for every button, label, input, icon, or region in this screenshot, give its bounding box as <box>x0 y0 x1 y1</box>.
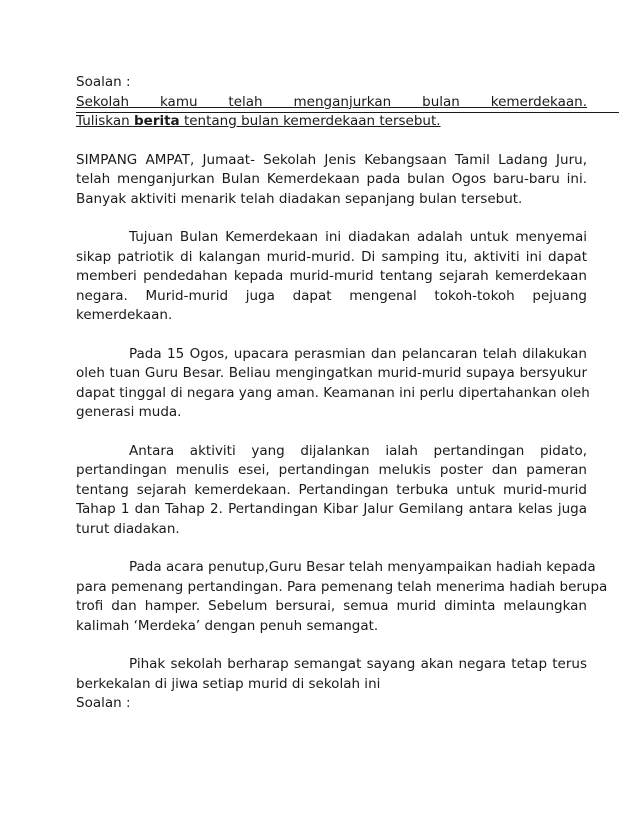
paragraph-line: oleh tuan Guru Besar. Beliau mengingatkan murid-murid supaya bersyukur <box>76 365 587 381</box>
paragraph-6 <box>76 655 587 694</box>
question-line-1-row <box>76 93 587 113</box>
paragraph-1 <box>76 151 587 210</box>
question-line-1: Sekolah kamu telah menganjurkan bulan kemerdekaan. <box>76 93 587 110</box>
question-bold-word: berita <box>134 113 180 129</box>
paragraph-line: kemerdekaan. <box>76 307 173 323</box>
heading-soalan: Soalan : <box>76 74 131 90</box>
paragraph-line: berkekalan di jiwa setiap murid di sekolah ini <box>76 675 381 692</box>
footer-soalan: Soalan : <box>76 695 131 711</box>
document-body <box>76 73 608 714</box>
paragraph-5 <box>76 558 608 636</box>
spacer <box>76 423 587 442</box>
spacer <box>76 636 587 655</box>
paragraph-line: Antara aktiviti yang dijalankan ialah pertandingan pidato, <box>129 442 587 459</box>
question-underline-extension <box>76 112 619 113</box>
paragraph-2 <box>76 228 587 326</box>
paragraph-4 <box>76 442 587 540</box>
spacer <box>76 326 587 345</box>
paragraph-line: Banyak aktiviti menarik telah diadakan sepanjang bulan tersebut. <box>76 190 523 207</box>
paragraph-line: Pada acara penutup,Guru Besar telah menyampaikan hadiah kepada <box>129 559 596 575</box>
paragraph-line: Tahap 1 dan Tahap 2. Pertandingan Kibar Jalur Gemilang antara kelas juga <box>76 501 587 517</box>
paragraph-line: Tujuan Bulan Kemerdekaan ini diadakan adalah untuk menyemai <box>129 229 587 245</box>
paragraph-line: tentang sejarah kemerdekaan. Pertandingan terbuka untuk murid-murid <box>76 481 587 498</box>
paragraph-line: pertandingan menulis esei, pertandingan melukis poster dan pameran <box>76 462 587 478</box>
paragraph-line: para pemenang pertandingan. Para pemenang telah menerima hadiah berupa <box>76 578 608 595</box>
paragraph-line: Pihak sekolah berharap semangat sayang akan negara tetap terus <box>129 656 587 672</box>
paragraph-line: telah menganjurkan Bulan Kemerdekaan pada bulan Ogos baru-baru ini. <box>76 171 587 187</box>
spacer <box>76 539 587 558</box>
paragraph-line: generasi muda. <box>76 404 182 420</box>
paragraph-line: turut diadakan. <box>76 520 180 537</box>
paragraph-3 <box>76 345 590 423</box>
spacer <box>76 209 587 228</box>
spacer <box>76 132 587 151</box>
question-line-2 <box>76 112 587 132</box>
paragraph-line: trofi dan hamper. Sebelum bersurai, semua murid diminta melaungkan <box>76 598 587 614</box>
paragraph-line: SIMPANG AMPAT, Jumaat- Sekolah Jenis Kebangsaan Tamil Ladang Juru, <box>76 151 587 168</box>
paragraph-line: sikap patriotik di kalangan murid-murid. Di samping itu, aktiviti ini dapat <box>76 248 587 265</box>
paragraph-line: memberi pendedahan kepada murid-murid tentang sejarah kemerdekaan <box>76 268 587 284</box>
paragraph-line: negara. Murid-murid juga dapat mengenal tokoh-tokoh pejuang <box>76 287 587 304</box>
paragraph-line: dapat tinggal di negara yang aman. Keamanan ini perlu dipertahankan oleh <box>76 384 590 401</box>
question-line-2-start: Tuliskan <box>76 113 134 129</box>
question-line-2-end: tentang bulan kemerdekaan tersebut. <box>179 113 441 129</box>
paragraph-line: kalimah ‘Merdeka’ dengan penuh semangat. <box>76 617 379 634</box>
paragraph-line: Pada 15 Ogos, upacara perasmian dan pelancaran telah dilakukan <box>129 345 587 362</box>
